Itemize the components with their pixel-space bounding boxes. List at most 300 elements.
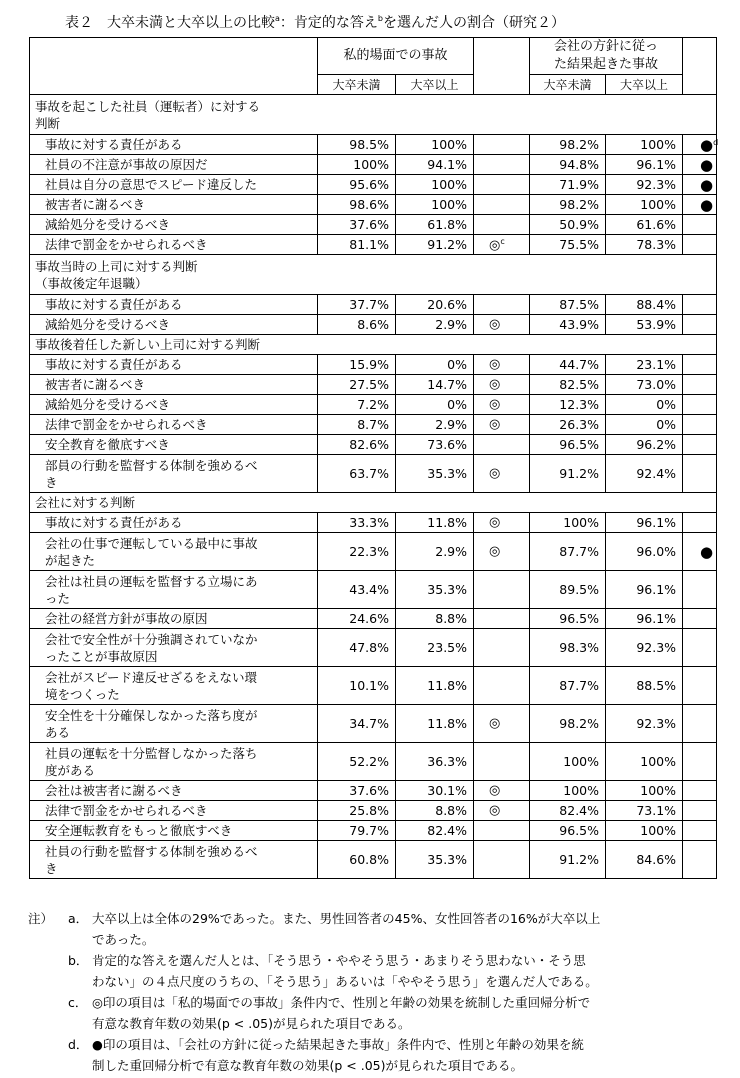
row-label (30, 455, 318, 493)
row-label-line1: 法律で罰金をかせられるべき (45, 803, 208, 818)
company-ge-college-value: 96.2% (606, 435, 683, 455)
filled-circle-mark: ● (700, 135, 714, 154)
company-significance-mark (683, 801, 717, 821)
company-ge-college-value: 73.0% (606, 375, 683, 395)
row-label (30, 781, 318, 801)
private-lt-college-value: 52.2% (318, 743, 396, 781)
table-row (30, 455, 717, 493)
section-title (30, 255, 717, 295)
company-significance-mark (683, 743, 717, 781)
row-label (30, 841, 318, 879)
company-lt-college-value: 98.3% (530, 629, 606, 667)
private-significance-mark (474, 801, 530, 821)
row-label (30, 821, 318, 841)
row-label (30, 315, 318, 335)
company-ge-college-value: 92.3% (606, 175, 683, 195)
company-lt-college-value: 12.3% (530, 395, 606, 415)
section-row (30, 493, 717, 513)
company-lt-college-value: 96.5% (530, 435, 606, 455)
table-row (30, 195, 717, 215)
company-significance-mark (683, 455, 717, 493)
table-row (30, 841, 717, 879)
header-group-company-line2: た結果起きた事故 (554, 57, 659, 72)
footnote-letter: b． (68, 953, 89, 968)
row-label (30, 215, 318, 235)
private-lt-college-value: 25.8% (318, 801, 396, 821)
footnote-sup: d (713, 137, 719, 147)
section-row (30, 95, 717, 135)
company-ge-college-value: 100% (606, 743, 683, 781)
comparison-table (29, 37, 717, 879)
row-label (30, 743, 318, 781)
footnote-line: ◎印の項目は「私的場面での事故」条件内で、性別と年齢の効果を統制した重回帰分析で (92, 995, 591, 1010)
private-ge-college-value: 0% (396, 395, 474, 415)
row-label-line1: 会社の経営方針が事故の原因 (45, 611, 208, 626)
company-ge-college-value: 78.3% (606, 235, 683, 255)
section-title-line1: 事故後着任した新しい上司に対する判断 (35, 337, 261, 352)
company-significance-mark (683, 375, 717, 395)
row-label (30, 135, 318, 155)
double-circle-mark: ◎ (489, 515, 501, 530)
table-row (30, 415, 717, 435)
private-lt-college-value: 95.6% (318, 175, 396, 195)
row-label (30, 155, 318, 175)
company-significance-mark (683, 667, 717, 705)
private-significance-mark (474, 235, 530, 255)
row-label-line2: 度がある (45, 762, 96, 778)
double-circle-mark: ◎ (489, 377, 501, 392)
row-label-line1: 安全運転教育をもっと徹底すべき (45, 823, 233, 838)
company-lt-college-value: 100% (530, 513, 606, 533)
company-significance-mark (683, 315, 717, 335)
private-significance-mark (474, 415, 530, 435)
private-significance-mark (474, 435, 530, 455)
private-ge-college-value: 35.3% (396, 841, 474, 879)
double-circle-mark: ◎ (489, 417, 501, 432)
private-ge-college-value: 2.9% (396, 533, 474, 571)
company-ge-college-value: 53.9% (606, 315, 683, 335)
private-significance-mark (474, 667, 530, 705)
row-label-line1: 社員の不注意が事故の原因だ (45, 157, 208, 172)
header-blank-mark1 (474, 38, 530, 95)
company-lt-college-value: 82.4% (530, 801, 606, 821)
header-row-groups (30, 38, 717, 75)
footnote-line: 制した重回帰分析で有意な教育年数の効果(p < .05)が見られた項目である。 (92, 1058, 523, 1073)
double-circle-mark: ◎ (489, 397, 501, 412)
double-circle-mark: ◎ (489, 317, 501, 332)
private-lt-college-value: 10.1% (318, 667, 396, 705)
private-ge-college-value: 35.3% (396, 571, 474, 609)
private-lt-college-value: 24.6% (318, 609, 396, 629)
double-circle-mark: ◎ (489, 466, 501, 481)
private-ge-college-value: 8.8% (396, 801, 474, 821)
row-label (30, 295, 318, 315)
private-significance-mark (474, 155, 530, 175)
company-ge-college-value: 96.0% (606, 533, 683, 571)
private-significance-mark (474, 375, 530, 395)
private-ge-college-value: 11.8% (396, 513, 474, 533)
company-lt-college-value: 98.2% (530, 135, 606, 155)
table-row (30, 801, 717, 821)
row-label-line1: 安全教育を徹底すべき (45, 437, 170, 452)
company-ge-college-value: 100% (606, 821, 683, 841)
private-lt-college-value: 47.8% (318, 629, 396, 667)
footnote-c (28, 992, 728, 1034)
row-label-line1: 減給処分を受けるべき (45, 397, 171, 412)
private-lt-college-value: 63.7% (318, 455, 396, 493)
double-circle-mark: ◎ (489, 803, 501, 818)
header-private-lt-college: 大卒未満 (318, 75, 396, 95)
company-significance-mark (683, 395, 717, 415)
row-label-line1: 会社は被害者に謝るべき (45, 783, 183, 798)
private-significance-mark (474, 195, 530, 215)
filled-circle-mark: ● (700, 155, 714, 174)
company-significance-mark (683, 705, 717, 743)
private-ge-college-value: 23.5% (396, 629, 474, 667)
footnote-letter: d． (68, 1037, 89, 1052)
footnote-prefix: 注） (28, 911, 54, 926)
company-lt-college-value: 87.7% (530, 667, 606, 705)
private-significance-mark (474, 629, 530, 667)
footnote-d (28, 1034, 728, 1076)
section-title-line2: （事故後定年退職） (35, 275, 148, 291)
row-label (30, 195, 318, 215)
private-significance-mark (474, 513, 530, 533)
company-lt-college-value: 91.2% (530, 841, 606, 879)
private-significance-mark (474, 215, 530, 235)
private-significance-mark (474, 533, 530, 571)
company-lt-college-value: 44.7% (530, 355, 606, 375)
header-group-company-line1: 会社の方針に従っ (554, 39, 659, 54)
company-significance-mark (683, 135, 717, 155)
private-ge-college-value: 2.9% (396, 315, 474, 335)
company-significance-mark (683, 195, 717, 215)
company-lt-college-value: 26.3% (530, 415, 606, 435)
footnote-line: わない」の４点尺度のうちの、「そう思う」あるいは「ややそう思う」を選んだ人である。 (92, 974, 598, 989)
row-label-line1: 事故に対する責任がある (45, 137, 183, 152)
section-title-line1: 事故を起こした社員（運転者）に対する (35, 98, 261, 114)
company-significance-mark (683, 355, 717, 375)
table-row (30, 705, 717, 743)
row-label (30, 375, 318, 395)
private-lt-college-value: 43.4% (318, 571, 396, 609)
private-ge-college-value: 8.8% (396, 609, 474, 629)
row-label (30, 629, 318, 667)
footnote-text (92, 908, 728, 950)
header-blank-mark2 (683, 38, 717, 95)
company-lt-college-value: 89.5% (530, 571, 606, 609)
row-label (30, 571, 318, 609)
company-significance-mark (683, 235, 717, 255)
company-significance-mark (683, 841, 717, 879)
title-tail: を選んだ人の割合（研究２） (382, 15, 565, 31)
double-circle-mark: ◎ (489, 783, 501, 798)
filled-circle-mark: ● (700, 175, 714, 194)
company-ge-college-value: 96.1% (606, 609, 683, 629)
table-row (30, 571, 717, 609)
private-lt-college-value: 37.6% (318, 781, 396, 801)
company-lt-college-value: 98.2% (530, 195, 606, 215)
row-label-line2: 境をつくった (45, 686, 120, 702)
table-row (30, 215, 717, 235)
private-significance-mark (474, 609, 530, 629)
table-row (30, 355, 717, 375)
company-ge-college-value: 96.1% (606, 513, 683, 533)
private-lt-college-value: 100% (318, 155, 396, 175)
row-label-line1: 会社は社員の運転を監督する立場にあ (45, 573, 258, 589)
section-title (30, 493, 717, 513)
row-label-line1: 会社の仕事で運転している最中に事故 (45, 535, 258, 551)
header-group-company (530, 38, 683, 75)
title-main: 表２ 大卒未満と大卒以上の比較 (65, 15, 275, 31)
table-row (30, 513, 717, 533)
private-ge-college-value: 35.3% (396, 455, 474, 493)
private-ge-college-value: 11.8% (396, 667, 474, 705)
row-label-line2: ったことが事故原因 (45, 648, 158, 664)
company-ge-college-value: 92.4% (606, 455, 683, 493)
private-ge-college-value: 82.4% (396, 821, 474, 841)
private-lt-college-value: 98.6% (318, 195, 396, 215)
footnote-sup: c (500, 236, 505, 246)
row-label (30, 705, 318, 743)
company-lt-college-value: 91.2% (530, 455, 606, 493)
row-label-line2: き (45, 860, 58, 876)
footnote-text (92, 1034, 728, 1076)
header-private-ge-college: 大卒以上 (396, 75, 474, 95)
double-circle-mark: ◎ (489, 237, 501, 253)
row-label-line1: 社員の行動を監督する体制を強めるべ (45, 843, 258, 859)
row-label-line1: 社員は自分の意思でスピード違反した (45, 177, 258, 192)
private-ge-college-value: 2.9% (396, 415, 474, 435)
company-significance-mark (683, 435, 717, 455)
company-significance-mark (683, 175, 717, 195)
row-label-line1: 会社がスピード違反せざるをえない環 (45, 669, 258, 685)
table-row (30, 743, 717, 781)
company-lt-college-value: 87.7% (530, 533, 606, 571)
company-significance-mark (683, 295, 717, 315)
private-significance-mark (474, 571, 530, 609)
company-significance-mark (683, 415, 717, 435)
company-lt-college-value: 50.9% (530, 215, 606, 235)
private-ge-college-value: 0% (396, 355, 474, 375)
company-ge-college-value: 73.1% (606, 801, 683, 821)
private-lt-college-value: 37.7% (318, 295, 396, 315)
row-label-line2: ある (45, 724, 71, 740)
private-ge-college-value: 100% (396, 175, 474, 195)
row-label (30, 235, 318, 255)
table-row (30, 315, 717, 335)
row-label-line1: 法律で罰金をかせられるべき (45, 237, 208, 252)
company-ge-college-value: 92.3% (606, 705, 683, 743)
section-title-line1: 会社に対する判断 (35, 495, 136, 510)
company-ge-college-value: 96.1% (606, 155, 683, 175)
company-lt-college-value: 82.5% (530, 375, 606, 395)
company-lt-college-value: 71.9% (530, 175, 606, 195)
table-row (30, 435, 717, 455)
row-label-line1: 被害者に謝るべき (45, 197, 146, 212)
company-lt-college-value: 98.2% (530, 705, 606, 743)
table-row (30, 295, 717, 315)
row-label-line1: 被害者に謝るべき (45, 377, 146, 392)
footnote-line: 有意な教育年数の効果(p < .05)が見られた項目である。 (92, 1016, 411, 1031)
private-lt-college-value: 22.3% (318, 533, 396, 571)
footnote-text (92, 950, 728, 992)
double-circle-mark: ◎ (489, 716, 501, 731)
private-ge-college-value: 11.8% (396, 705, 474, 743)
company-significance-mark (683, 155, 717, 175)
row-label-line2: った (45, 590, 71, 606)
row-label (30, 533, 318, 571)
row-label-line2: き (45, 474, 58, 490)
section-row (30, 335, 717, 355)
company-lt-college-value: 87.5% (530, 295, 606, 315)
footnote-text (92, 992, 728, 1034)
title-sup-a: a (275, 14, 280, 23)
private-significance-mark (474, 841, 530, 879)
table-row (30, 375, 717, 395)
company-significance-mark (683, 781, 717, 801)
company-ge-college-value: 100% (606, 135, 683, 155)
private-lt-college-value: 8.7% (318, 415, 396, 435)
company-lt-college-value: 43.9% (530, 315, 606, 335)
row-label (30, 513, 318, 533)
row-label-line1: 安全性を十分確保しなかった落ち度が (45, 707, 258, 723)
section-title (30, 335, 717, 355)
footnote-letter: a． (68, 911, 89, 926)
footnote-line: ●印の項目は、「会社の方針に従った結果起きた事故」条件内で、性別と年齢の効果を統 (92, 1037, 584, 1052)
private-ge-college-value: 14.7% (396, 375, 474, 395)
company-ge-college-value: 88.4% (606, 295, 683, 315)
row-label (30, 415, 318, 435)
row-label (30, 609, 318, 629)
private-ge-college-value: 100% (396, 195, 474, 215)
row-label-line1: 法律で罰金をかせられるべき (45, 417, 208, 432)
row-label-line1: 事故に対する責任がある (45, 297, 183, 312)
private-significance-mark (474, 175, 530, 195)
row-label (30, 667, 318, 705)
company-ge-college-value: 100% (606, 781, 683, 801)
private-ge-college-value: 94.1% (396, 155, 474, 175)
private-ge-college-value: 91.2% (396, 235, 474, 255)
company-significance-mark (683, 821, 717, 841)
table-row (30, 533, 717, 571)
row-label-line1: 会社で安全性が十分強調されていなか (45, 631, 258, 647)
private-ge-college-value: 30.1% (396, 781, 474, 801)
table-row (30, 667, 717, 705)
table-row (30, 629, 717, 667)
company-lt-college-value: 75.5% (530, 235, 606, 255)
filled-circle-mark: ● (700, 195, 714, 214)
company-lt-college-value: 100% (530, 743, 606, 781)
private-lt-college-value: 34.7% (318, 705, 396, 743)
row-label-line1: 部員の行動を監督する体制を強めるべ (45, 457, 258, 473)
private-significance-mark (474, 315, 530, 335)
private-significance-mark (474, 295, 530, 315)
private-significance-mark (474, 135, 530, 155)
company-ge-college-value: 100% (606, 195, 683, 215)
private-significance-mark (474, 395, 530, 415)
private-lt-college-value: 8.6% (318, 315, 396, 335)
section-title-line2: 判断 (35, 115, 61, 131)
company-ge-college-value: 61.6% (606, 215, 683, 235)
table-title (65, 8, 565, 30)
private-lt-college-value: 82.6% (318, 435, 396, 455)
private-significance-mark (474, 743, 530, 781)
footnote-a (28, 908, 728, 950)
private-lt-college-value: 15.9% (318, 355, 396, 375)
filled-circle-mark: ● (700, 542, 714, 561)
private-ge-college-value: 100% (396, 135, 474, 155)
header-company-ge-college: 大卒以上 (606, 75, 683, 95)
double-circle-mark: ◎ (489, 357, 501, 372)
company-significance-mark (683, 533, 717, 571)
section-title (30, 95, 717, 135)
footnote-line: 肯定的な答えを選んだ人とは、「そう思う・ややそう思う・あまりそう思わない・そう思 (92, 953, 586, 968)
table-row (30, 609, 717, 629)
row-label (30, 435, 318, 455)
company-significance-mark (683, 215, 717, 235)
private-significance-mark (474, 455, 530, 493)
private-lt-college-value: 27.5% (318, 375, 396, 395)
double-circle-mark: ◎ (489, 544, 501, 559)
company-ge-college-value: 92.3% (606, 629, 683, 667)
company-ge-college-value: 96.1% (606, 571, 683, 609)
header-blank (30, 38, 318, 95)
private-ge-college-value: 20.6% (396, 295, 474, 315)
header-group-private: 私的場面での事故 (318, 38, 474, 75)
company-ge-college-value: 0% (606, 395, 683, 415)
private-significance-mark (474, 781, 530, 801)
company-ge-college-value: 0% (606, 415, 683, 435)
row-label-line2: が起きた (45, 552, 96, 568)
table-row (30, 821, 717, 841)
row-label-line1: 事故に対する責任がある (45, 515, 183, 530)
private-lt-college-value: 7.2% (318, 395, 396, 415)
company-lt-college-value: 96.5% (530, 609, 606, 629)
company-significance-mark (683, 571, 717, 609)
company-significance-mark (683, 513, 717, 533)
company-lt-college-value: 96.5% (530, 821, 606, 841)
table-row (30, 781, 717, 801)
row-label-line1: 社員の運転を十分監督しなかった落ち (45, 745, 258, 761)
private-significance-mark (474, 705, 530, 743)
header-company-lt-college: 大卒未満 (530, 75, 606, 95)
company-ge-college-value: 23.1% (606, 355, 683, 375)
company-significance-mark (683, 609, 717, 629)
company-lt-college-value: 94.8% (530, 155, 606, 175)
private-lt-college-value: 79.7% (318, 821, 396, 841)
row-label (30, 175, 318, 195)
private-lt-college-value: 37.6% (318, 215, 396, 235)
row-label-line1: 減給処分を受けるべき (45, 317, 171, 332)
row-label-line1: 減給処分を受けるべき (45, 217, 171, 232)
footnote-letter: c． (68, 995, 88, 1010)
private-lt-college-value: 33.3% (318, 513, 396, 533)
private-ge-college-value: 36.3% (396, 743, 474, 781)
table-row (30, 155, 717, 175)
private-ge-college-value: 73.6% (396, 435, 474, 455)
private-significance-mark (474, 821, 530, 841)
company-significance-mark (683, 629, 717, 667)
footnote-b (28, 950, 728, 992)
company-lt-college-value: 100% (530, 781, 606, 801)
table-row (30, 235, 717, 255)
table-row (30, 395, 717, 415)
footnote-line: であった。 (92, 932, 155, 947)
title-sup-b: b (377, 14, 383, 23)
private-significance-mark (474, 355, 530, 375)
private-ge-college-value: 61.8% (396, 215, 474, 235)
